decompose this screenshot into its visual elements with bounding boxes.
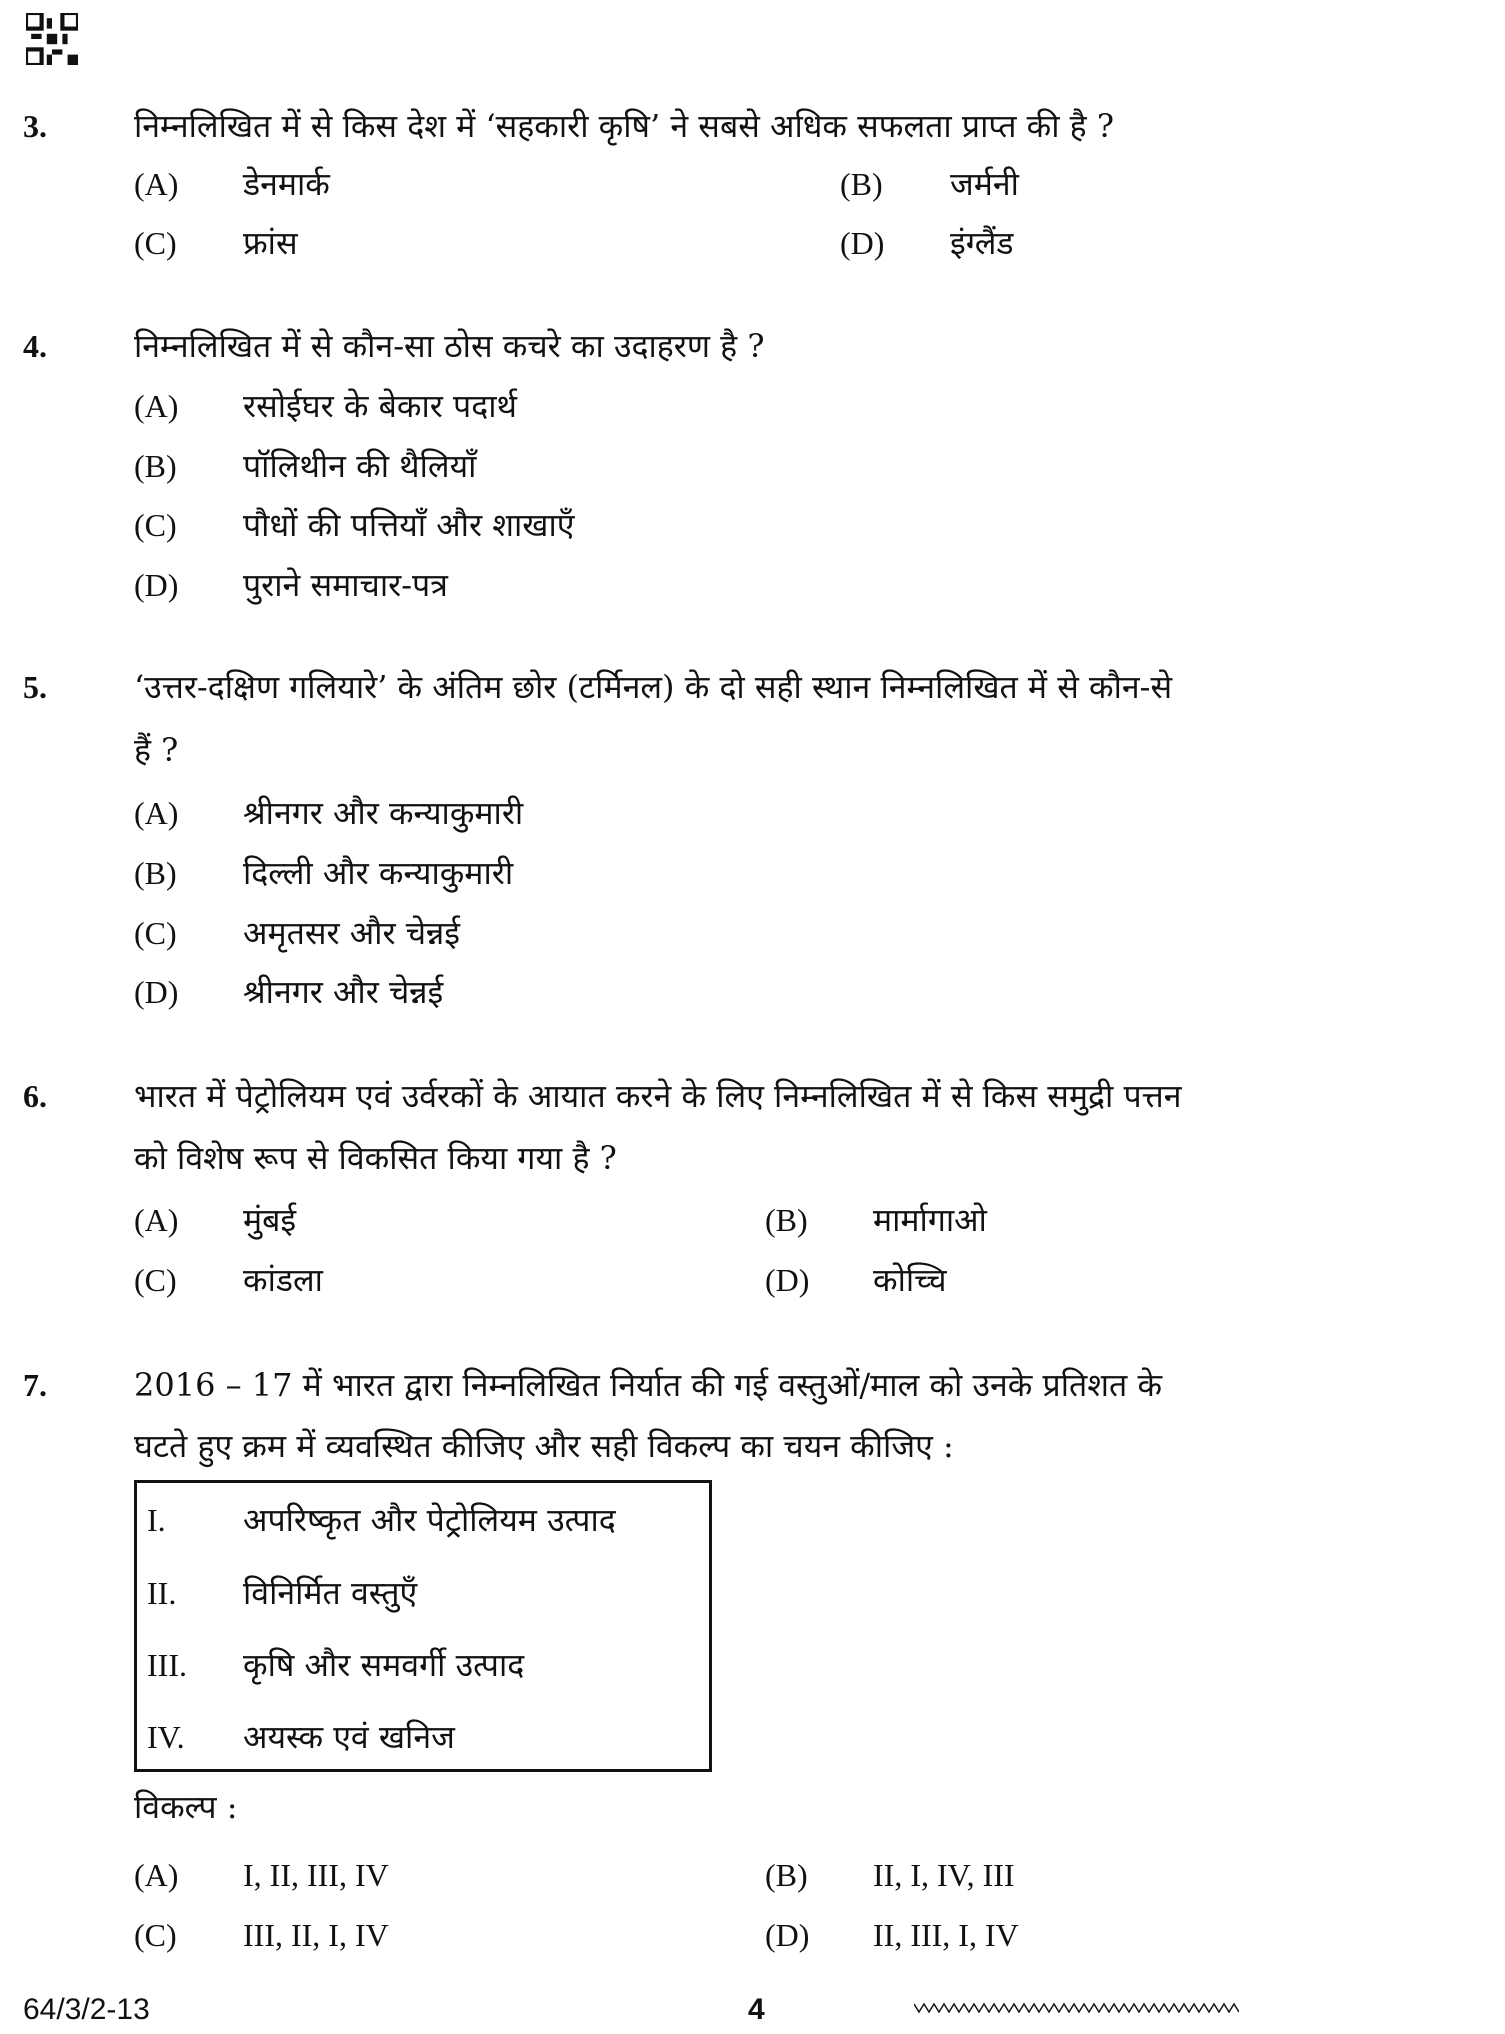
option-text: श्रीनगर और कन्याकुमारी xyxy=(243,794,524,832)
item-text: अपरिष्कृत और पेट्रोलियम उत्पाद xyxy=(243,1501,616,1539)
option-label: (D) xyxy=(134,974,179,1010)
option-label: (B) xyxy=(134,448,177,484)
option-label: (D) xyxy=(134,567,179,603)
option-label: (C) xyxy=(134,1262,177,1298)
option-text: फ्रांस xyxy=(243,224,298,262)
item-text: अयस्क एवं खनिज xyxy=(243,1718,455,1756)
option-text: डेनमार्क xyxy=(243,165,330,203)
option-label: (D) xyxy=(765,1917,810,1953)
question-number: 5. xyxy=(23,669,47,705)
option-label: (A) xyxy=(134,388,179,424)
question-text: भारत में पेट्रोलियम एवं उर्वरकों के आयात करने के लिए निम्नलिखित में से किस समुद्री पत्तन xyxy=(134,1077,1182,1115)
option-text: अमृतसर और चेन्नई xyxy=(243,914,460,952)
question-text: निम्नलिखित में से कौन-सा ठोस कचरे का उदाहरण है ? xyxy=(134,327,765,365)
item-label: II. xyxy=(147,1575,177,1611)
paper-code: 64/3/2-13 xyxy=(23,1993,150,2026)
option-text: श्रीनगर और चेन्नई xyxy=(243,973,444,1011)
option-text: पुराने समाचार-पत्र xyxy=(243,566,448,604)
option-label: (B) xyxy=(840,166,883,202)
option-text: रसोईघर के बेकार पदार्थ xyxy=(243,387,517,425)
option-label: (D) xyxy=(840,225,885,261)
option-text: इंग्लैंड xyxy=(950,224,1014,262)
item-label: I. xyxy=(147,1502,166,1538)
item-text: विनिर्मित वस्तुएँ xyxy=(243,1574,418,1612)
option-label: (C) xyxy=(134,225,177,261)
option-label: (A) xyxy=(134,166,179,202)
question-text: निम्नलिखित में से किस देश में ‘सहकारी कृषि’ ने सबसे अधिक सफलता प्राप्त की है ? xyxy=(134,107,1114,145)
question-text: 2016 – 17 में भारत द्वारा निम्नलिखित निर्यात की गई वस्तुओं/माल को उनके प्रतिशत के xyxy=(134,1366,1163,1404)
option-label: (D) xyxy=(765,1262,810,1298)
option-text: जर्मनी xyxy=(950,165,1019,203)
option-label: (A) xyxy=(134,1857,179,1893)
option-label: (C) xyxy=(134,1917,177,1953)
option-text: मार्मागाओ xyxy=(873,1201,987,1239)
question-text: हैं ? xyxy=(134,731,179,769)
option-text: कोच्चि xyxy=(873,1261,947,1299)
question-text: घटते हुए क्रम में व्यवस्थित कीजिए और सही विकल्प का चयन कीजिए : xyxy=(134,1427,954,1465)
option-label: (B) xyxy=(134,855,177,891)
option-text: II, III, I, IV xyxy=(873,1917,1019,1953)
option-text: कांडला xyxy=(243,1261,323,1299)
option-label: (B) xyxy=(765,1202,808,1238)
option-label: (B) xyxy=(765,1857,808,1893)
page-number: 4 xyxy=(748,1993,765,2026)
option-label: (C) xyxy=(134,915,177,951)
wavy-line-icon xyxy=(914,1998,1239,2018)
option-text: दिल्ली और कन्याकुमारी xyxy=(243,854,514,892)
option-label: (C) xyxy=(134,507,177,543)
item-label: IV. xyxy=(147,1719,185,1755)
question-text: को विशेष रूप से विकसित किया गया है ? xyxy=(134,1139,617,1177)
option-text: II, I, IV, III xyxy=(873,1857,1015,1893)
question-number: 7. xyxy=(23,1367,47,1403)
question-text: ‘उत्तर-दक्षिण गलियारे’ के अंतिम छोर (टर्मिनल) के दो सही स्थान निम्नलिखित में से कौन-से xyxy=(134,668,1173,706)
item-text: कृषि और समवर्गी उत्पाद xyxy=(243,1646,525,1684)
option-label: (A) xyxy=(134,1202,179,1238)
qr-code-icon xyxy=(26,13,78,65)
option-text: पौधों की पत्तियाँ और शाखाएँ xyxy=(243,506,575,544)
question-number: 6. xyxy=(23,1078,47,1114)
question-number: 3. xyxy=(23,108,47,144)
option-text: III, II, I, IV xyxy=(243,1917,389,1953)
option-text: I, II, III, IV xyxy=(243,1857,389,1893)
option-label: (A) xyxy=(134,795,179,831)
options-heading: विकल्प : xyxy=(134,1788,238,1826)
option-text: पॉलिथीन की थैलियाँ xyxy=(243,447,477,485)
item-label: III. xyxy=(147,1647,187,1683)
option-text: मुंबई xyxy=(243,1201,297,1239)
question-number: 4. xyxy=(23,328,47,364)
